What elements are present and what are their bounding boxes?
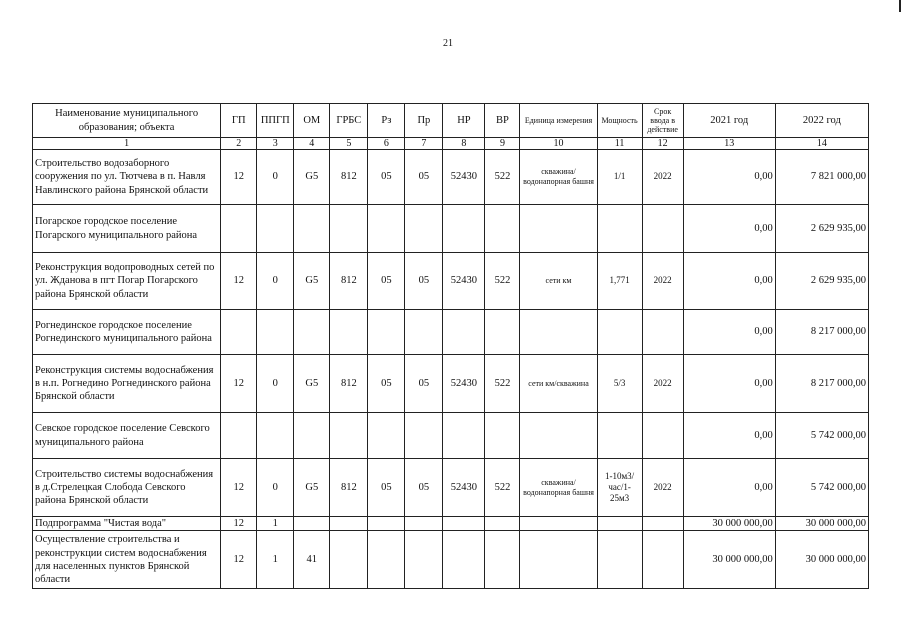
cell-vr: 522 — [485, 150, 520, 205]
cell-pr: 05 — [405, 355, 443, 413]
scan-edge-mark — [899, 0, 901, 12]
cell-unit — [520, 205, 597, 253]
cell-grbs — [330, 310, 368, 355]
cell-vr — [485, 205, 520, 253]
cell-om: G5 — [294, 150, 330, 205]
cell-np — [443, 531, 485, 589]
cell-rz: 05 — [368, 253, 405, 310]
cell-capacity — [597, 205, 642, 253]
cell-unit — [520, 531, 597, 589]
column-number: 6 — [368, 138, 405, 150]
cell-unit — [520, 413, 597, 459]
cell-rz — [368, 517, 405, 531]
cell-vr — [485, 531, 520, 589]
row-name: Строительство водозаборного сооружения по ул. Тютчева в п. Навля Навлинского района Брянской области — [33, 150, 221, 205]
cell-gp: 12 — [221, 355, 257, 413]
page-number: 21 — [443, 38, 453, 49]
cell-gp: 12 — [221, 517, 257, 531]
cell-year — [642, 205, 683, 253]
cell-gp: 12 — [221, 253, 257, 310]
header-ppgp: ППГП — [257, 104, 294, 138]
column-number: 3 — [257, 138, 294, 150]
header-om: ОМ — [294, 104, 330, 138]
cell-gp: 12 — [221, 531, 257, 589]
cell-year: 2022 — [642, 253, 683, 310]
cell-rz: 05 — [368, 459, 405, 517]
cell-grbs: 812 — [330, 355, 368, 413]
cell-om — [294, 413, 330, 459]
cell-unit: сети км — [520, 253, 597, 310]
cell-2022: 2 629 935,00 — [775, 205, 868, 253]
cell-capacity: 1/1 — [597, 150, 642, 205]
cell-2021: 30 000 000,00 — [683, 517, 775, 531]
cell-2021: 0,00 — [683, 205, 775, 253]
cell-np — [443, 205, 485, 253]
cell-2022: 2 629 935,00 — [775, 253, 868, 310]
cell-year — [642, 413, 683, 459]
header-gp: ГП — [221, 104, 257, 138]
table-row — [33, 413, 869, 459]
cell-2021: 0,00 — [683, 355, 775, 413]
header-name: Наименование муниципального образования; объекта — [33, 104, 221, 138]
cell-np — [443, 517, 485, 531]
table-row — [33, 150, 869, 205]
column-number: 11 — [597, 138, 642, 150]
column-number: 2 — [221, 138, 257, 150]
cell-year — [642, 310, 683, 355]
cell-vr — [485, 413, 520, 459]
table-row — [33, 531, 869, 589]
cell-2022: 7 821 000,00 — [775, 150, 868, 205]
cell-om: G5 — [294, 355, 330, 413]
cell-2022: 8 217 000,00 — [775, 355, 868, 413]
cell-pr: 05 — [405, 150, 443, 205]
cell-gp: 12 — [221, 459, 257, 517]
cell-2021: 0,00 — [683, 413, 775, 459]
cell-grbs: 812 — [330, 253, 368, 310]
column-number: 8 — [443, 138, 485, 150]
header-2022: 2022 год — [775, 104, 868, 138]
cell-year: 2022 — [642, 150, 683, 205]
cell-vr: 522 — [485, 355, 520, 413]
cell-grbs: 812 — [330, 459, 368, 517]
cell-om — [294, 205, 330, 253]
cell-om: G5 — [294, 253, 330, 310]
cell-capacity — [597, 531, 642, 589]
cell-year: 2022 — [642, 355, 683, 413]
header-year: Срок ввода в действие — [642, 104, 683, 138]
cell-rz: 05 — [368, 150, 405, 205]
cell-om — [294, 310, 330, 355]
cell-pr — [405, 517, 443, 531]
table-row — [33, 310, 869, 355]
cell-ppgp: 1 — [257, 517, 294, 531]
cell-grbs — [330, 517, 368, 531]
table-row — [33, 355, 869, 413]
cell-pr: 05 — [405, 253, 443, 310]
cell-capacity — [597, 517, 642, 531]
cell-ppgp — [257, 205, 294, 253]
cell-vr: 522 — [485, 253, 520, 310]
cell-rz — [368, 531, 405, 589]
header-unit: Единица измерения — [520, 104, 597, 138]
cell-year — [642, 517, 683, 531]
cell-capacity — [597, 310, 642, 355]
cell-unit — [520, 310, 597, 355]
cell-grbs: 812 — [330, 150, 368, 205]
cell-rz: 05 — [368, 355, 405, 413]
cell-rz — [368, 205, 405, 253]
cell-2022: 5 742 000,00 — [775, 413, 868, 459]
header-grbs: ГРБС — [330, 104, 368, 138]
cell-year — [642, 531, 683, 589]
cell-year: 2022 — [642, 459, 683, 517]
header-row — [33, 104, 869, 138]
cell-rz — [368, 413, 405, 459]
cell-2022: 30 000 000,00 — [775, 531, 868, 589]
column-number-row — [33, 138, 869, 150]
cell-grbs — [330, 205, 368, 253]
column-number: 12 — [642, 138, 683, 150]
row-name: Погарское городское поселение Погарского муниципального района — [33, 205, 221, 253]
cell-unit: сети км/скважина — [520, 355, 597, 413]
cell-ppgp: 1 — [257, 531, 294, 589]
cell-pr — [405, 531, 443, 589]
column-number: 10 — [520, 138, 597, 150]
header-pr: Пр — [405, 104, 443, 138]
cell-2021: 30 000 000,00 — [683, 531, 775, 589]
row-name: Севское городское поселение Севского муниципального района — [33, 413, 221, 459]
cell-pr — [405, 310, 443, 355]
cell-pr — [405, 205, 443, 253]
cell-2022: 5 742 000,00 — [775, 459, 868, 517]
column-number: 1 — [33, 138, 221, 150]
cell-gp — [221, 310, 257, 355]
cell-2021: 0,00 — [683, 253, 775, 310]
cell-np: 52430 — [443, 150, 485, 205]
cell-pr — [405, 413, 443, 459]
cell-np — [443, 413, 485, 459]
cell-unit: скважина/водонапорная башня — [520, 459, 597, 517]
header-2021: 2021 год — [683, 104, 775, 138]
cell-om: 41 — [294, 531, 330, 589]
table-row — [33, 253, 869, 310]
column-number: 7 — [405, 138, 443, 150]
cell-capacity: 1,771 — [597, 253, 642, 310]
cell-ppgp — [257, 413, 294, 459]
cell-grbs — [330, 413, 368, 459]
row-name: Реконструкция системы водоснабжения в н.п. Рогнедино Рогнединского района Брянской области — [33, 355, 221, 413]
header-rz: Рз — [368, 104, 405, 138]
table-row — [33, 205, 869, 253]
cell-vr: 522 — [485, 459, 520, 517]
cell-unit — [520, 517, 597, 531]
cell-om — [294, 517, 330, 531]
row-name: Реконструкция водопроводных сетей по ул. Жданова в пгт Погар Погарского района Брянской области — [33, 253, 221, 310]
row-name: Подпрограмма "Чистая вода" — [33, 517, 221, 531]
cell-ppgp: 0 — [257, 355, 294, 413]
cell-pr: 05 — [405, 459, 443, 517]
cell-vr — [485, 310, 520, 355]
table-row — [33, 459, 869, 517]
header-np: НР — [443, 104, 485, 138]
column-number: 4 — [294, 138, 330, 150]
cell-np: 52430 — [443, 459, 485, 517]
cell-ppgp: 0 — [257, 150, 294, 205]
column-number: 13 — [683, 138, 775, 150]
cell-capacity — [597, 413, 642, 459]
cell-om: G5 — [294, 459, 330, 517]
cell-np: 52430 — [443, 253, 485, 310]
cell-2022: 30 000 000,00 — [775, 517, 868, 531]
budget-table — [32, 103, 869, 589]
row-name: Строительство системы водоснабжения в д.Стрелецкая Слобода Севского района Брянской области — [33, 459, 221, 517]
cell-unit: скважина/водонапорная башня — [520, 150, 597, 205]
cell-rz — [368, 310, 405, 355]
cell-capacity: 1-10м3/час/1-25м3 — [597, 459, 642, 517]
cell-capacity: 5/3 — [597, 355, 642, 413]
cell-2021: 0,00 — [683, 150, 775, 205]
cell-gp — [221, 413, 257, 459]
row-name: Рогнединское городское поселение Рогнединского муниципального района — [33, 310, 221, 355]
column-number: 9 — [485, 138, 520, 150]
cell-gp — [221, 205, 257, 253]
cell-gp: 12 — [221, 150, 257, 205]
row-name: Осуществление строительства и реконструкции систем водоснабжения для населенных пунктов Брянской области — [33, 531, 221, 589]
column-number: 5 — [330, 138, 368, 150]
header-vr: ВР — [485, 104, 520, 138]
cell-2022: 8 217 000,00 — [775, 310, 868, 355]
cell-2021: 0,00 — [683, 310, 775, 355]
cell-vr — [485, 517, 520, 531]
cell-grbs — [330, 531, 368, 589]
cell-ppgp — [257, 310, 294, 355]
cell-ppgp: 0 — [257, 253, 294, 310]
header-capacity: Мощность — [597, 104, 642, 138]
cell-np — [443, 310, 485, 355]
cell-ppgp: 0 — [257, 459, 294, 517]
column-number: 14 — [775, 138, 868, 150]
cell-2021: 0,00 — [683, 459, 775, 517]
cell-np: 52430 — [443, 355, 485, 413]
table-row — [33, 517, 869, 531]
